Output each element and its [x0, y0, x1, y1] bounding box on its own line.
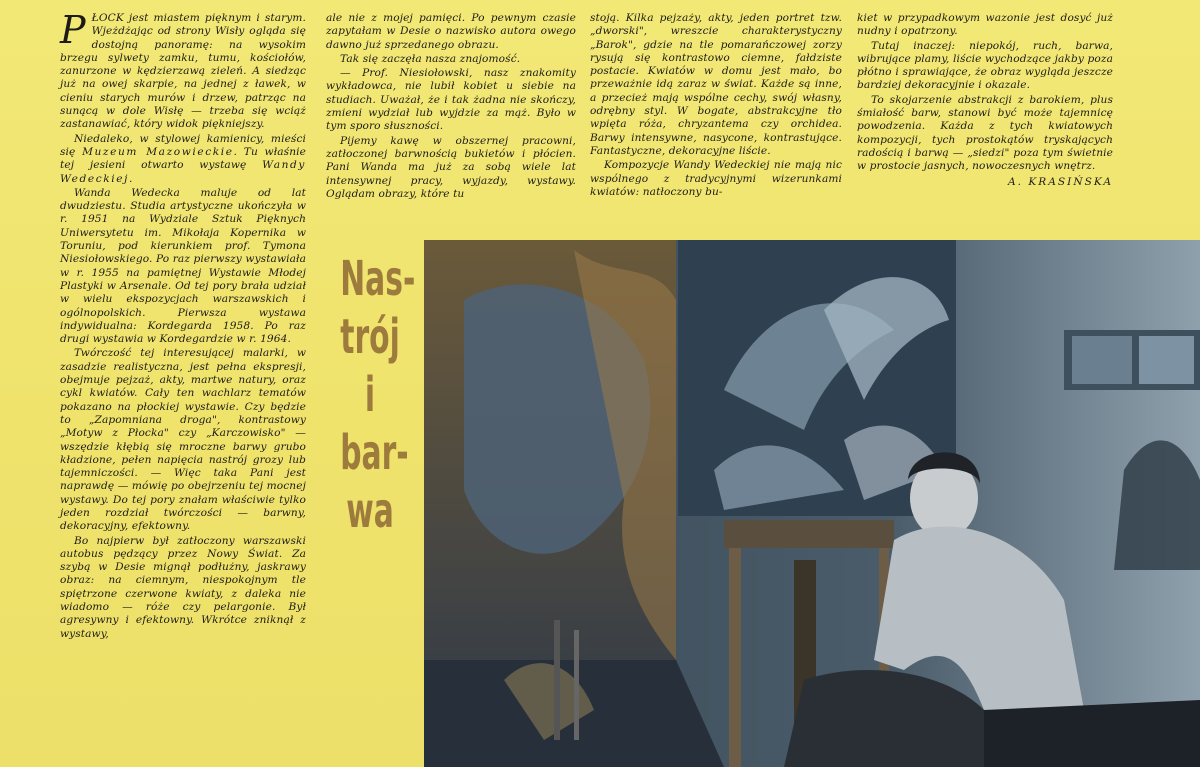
author-signature: A. KRASIŃSKA	[1007, 175, 1113, 188]
paragraph-bus: Bo najpierw był zatłoczony warszawski autobus pędzący przez Nowy Świat. Za szybą w Desie mignął podłużny, jaskrawy obraz: na ciemnym, niespokojnym tle spiętrzone czerwone kwiaty, z daleka nie wiadomo — róże czy pelargonie. Był agresywny i efektowny. Wkrótce zniknął z wystawy,	[60, 534, 306, 640]
artist-name: Wandy Wedeckiej	[60, 159, 306, 185]
paragraph-acquaintance: Tak się zaczęła nasza znajomość.	[340, 52, 521, 65]
museum-text-a: Niedaleko, w stylowej kamienicy, mieści się	[60, 132, 306, 158]
artist-studio-photo	[424, 240, 1200, 767]
paragraph-intro	[60, 8, 306, 132]
paragraph-museum	[60, 133, 306, 186]
paragraph-biography: Wanda Wedecka maluje od lat dwudziestu. Studia artystyczne ukończyła w r. 1951 na Wydziale Sztuk Pięknych Uniwersytetu im. Mikołaja Kopernika w Toruniu, pod kierunkiem prof. Tymona Niesiołowskiego. Po raz pierwszy wystawiała w r. 1955 na pamiętnej Wystawie Młodej Plastyki w Arsenale. Od tej pory brała udział w wielu ekspozycjach warszawskich i ogólnopolskich. Pierwsza wystawa indywidualna: Kordegarda 1958. Po raz drugi wystawia w Kordegardzie w r. 1964.	[60, 186, 306, 346]
article-column-4	[857, 12, 1113, 189]
museum-name: Muzeum Mazowieckie	[82, 145, 234, 158]
paragraph-here: Tutaj inaczej: niepokój, ruch, barwa, wibrujące plamy, liście wychodzące jakby poza płótno i sprawiające, że obraz wygląda jeszcze bardziej dekoracyjnie i okazale.	[857, 39, 1113, 92]
paragraph-memory: ale nie z mojej pamięci. Po pewnym czasie zapytałam w Desie o nazwisko autora owego dawno już sprzedanego obrazu.	[326, 12, 576, 51]
headline-line-5: wa	[346, 483, 394, 539]
article-column-1	[60, 8, 306, 641]
museum-text-e: .	[129, 172, 133, 185]
paragraph-compositions: Kompozycje Wandy Wedeckiej nie mają nic wspólnego z tradycyjnymi wizerunkami kwiatów: natłoczony bu-	[590, 159, 842, 198]
paragraph-paintings: stoją. Kilka pejzaży, akty, jeden portret tzw. „dworski", wreszcie charakterystyczny „Barok", gdzie na tle pomarańczowej zorzy rysują się kontrastowo ciemne, fałdziste postacie. Kwiatów w domu jest mało, bo przeważnie idą zaraz w świat. Każde są inne, a przecież mają wspólne cechy, swój własny, odrębny styl. W bogate, abstrakcyjne tło wpięta róża, chryzantema czy orchidea. Barwy intensywne, nasycone, kontrastujące. Fantastyczne, dekoracyjne liście.	[590, 12, 842, 157]
article-column-3	[590, 12, 842, 199]
intro-text: ŁOCK jest miastem pięknym i starym. Wjeżdżając od strony Wisły ogląda się dostojną panoramę: na wysokim brzegu sylwety zamku, tumu, kościołów, zanurzone w kędzierzawą zieleń. A siedząc już na owej skarpie, na jednej z ławek, w cieniu starych murów i drzew, patrząc na sunącą w dole Wisłę — trzeba się wciąż zastanawiać, który widok piękniejszy.	[60, 12, 306, 131]
article-column-2	[326, 12, 576, 201]
headline-line-2: trój	[340, 309, 400, 365]
paragraph-work: Twórczość tej interesującej malarki, w zasadzie realistyczna, jest pełna ekspresji, obejmuje pejzaż, akty, martwe natury, oraz cykl kwiatów. Cały ten wachlarz tematów pokazano na płockiej wystawie. Czy będzie to „Zapomniana droga", kontrastowy „Motyw z Płocka" czy „Karczowisko" — wszędzie kłębią się mroczne barwy grubo kładzione, pełen napięcia nastrój grozy lub tajemniczości. — Więc taka Pani jest naprawdę — mówię po obejrzeniu tej mocnej wystawy. Do tej pory znałam właściwie tylko jeden rozdział twórczości — barwny, dekoracyjny, efektowny.	[60, 347, 306, 533]
headline	[340, 250, 416, 540]
photo-illustration	[424, 240, 1200, 767]
paragraph-studio: Pijemy kawę w obszernej pracowni, zatłoczonej barwnością bukietów i płócien. Pani Wanda ma już za sobą wiele lat intensywnej pracy, wyjazdy, wystawy. Oglądam obrazy, które tu	[326, 134, 576, 200]
easel-bar	[724, 520, 894, 548]
headline-line-3: i	[364, 367, 376, 423]
headline-line-1: Nas-	[340, 251, 416, 307]
paragraph-professor: — Prof. Niesiołowski, nasz znakomity wykładowca, nie lubił kobiet u siebie na studiach. Uważał, że i tak żadna nie skończy, zmieni wydział lub wyjdzie za mąż. Było w tym sporo słuszności.	[326, 67, 576, 133]
museum-text-c: . Tu właśnie tej jesieni otwarto wystawę	[60, 145, 306, 172]
headline-line-4: bar-	[340, 425, 409, 481]
paragraph-bouquet: kiet w przypadkowym wazonie jest dosyć już nudny i opatrzony.	[857, 12, 1113, 38]
paragraph-baroque: To skojarzenie abstrakcji z barokiem, plus śmiałość barw, stanowi być może tajemnicę powodzenia. Każda z tych kwiatowych kompozycji, tych prostokątów tryskających radością i barwą — „siedzi" poza tym świetnie w prostocie jasnych, nowoczesnych wnętrz.	[857, 93, 1113, 173]
drop-cap: P	[60, 8, 86, 52]
